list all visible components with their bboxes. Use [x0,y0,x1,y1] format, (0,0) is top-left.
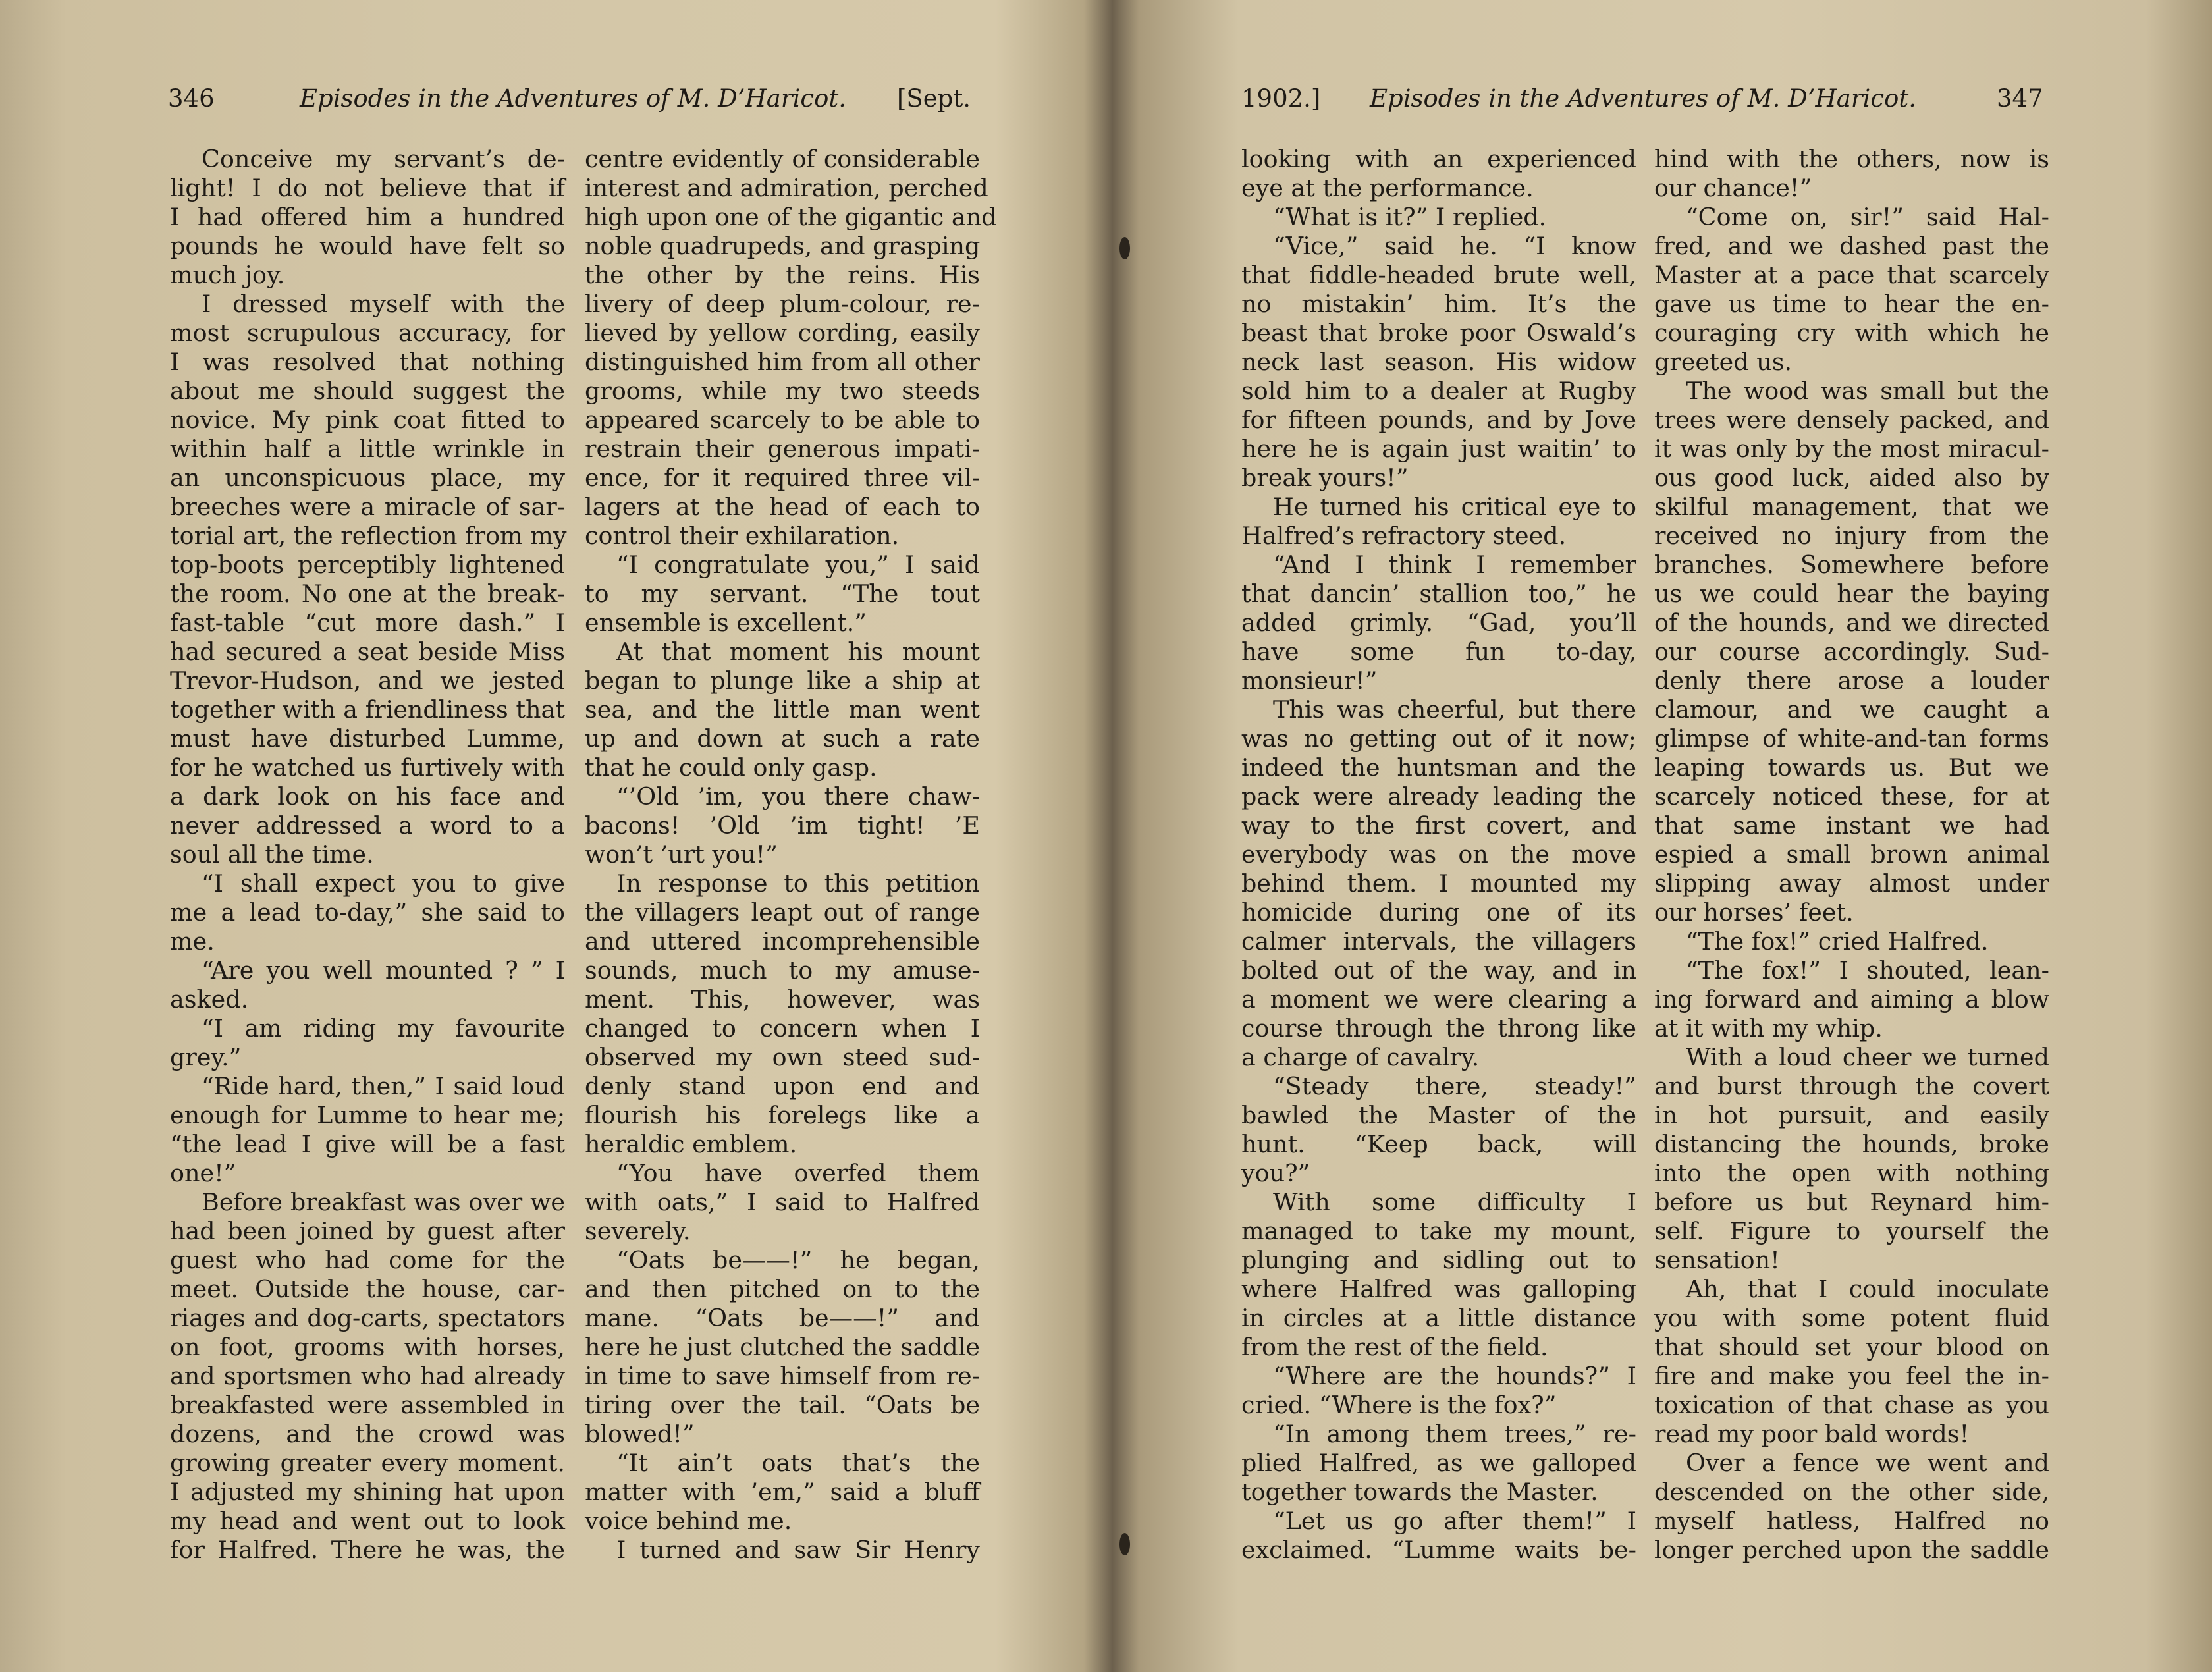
text-line: read my poor bald words! [1654,1420,1970,1448]
text-line: behind them. I mounted my [1241,869,1636,898]
text-line: Trevor-Hudson, and we jested [170,666,565,695]
text-line: it was only by the most miracul- [1654,435,2049,463]
text-line: I turned and saw Sir Henry [616,1536,980,1564]
text-line: appeared scarcely to be able to [585,406,980,434]
text-line: our horses’ feet. [1654,898,1854,927]
text-line: beast that broke poor Oswald’s [1241,319,1636,347]
text-line: hind with the others, now is [1654,145,2049,173]
text-column-left [170,145,565,1565]
binding-hole [1119,1533,1130,1555]
text-line: cried. “Where is the fox?” [1241,1391,1557,1419]
text-line: together with a friendliness that [170,695,565,724]
text-line: “the lead I give will be a fast [170,1130,565,1158]
text-line: with oats,” I said to Halfred [585,1188,980,1216]
text-line: With a loud cheer we turned [1686,1043,2049,1071]
text-line: never addressed a word to a [170,811,565,840]
text-line: to my servant. “The tout [585,580,980,608]
text-line: ment. This, however, was [585,985,980,1013]
text-line: in circles at a little distance [1241,1304,1636,1332]
text-line: course through the throng like [1241,1014,1636,1042]
text-line: Before breakfast was over we [202,1188,565,1216]
text-line: and uttered incomprehensible [585,927,980,956]
text-line: voice behind me. [585,1507,792,1535]
text-line: espied a small brown animal [1654,840,2049,869]
text-line: scarcely noticed these, for at [1654,782,2049,811]
text-line: sensation! [1654,1246,1780,1274]
text-line: branches. Somewhere before [1654,551,2049,579]
text-line: enough for Lumme to hear me; [170,1101,565,1129]
text-line: from the rest of the field. [1241,1333,1548,1361]
text-line: into the open with nothing [1654,1159,2049,1187]
text-line: soul all the time. [170,840,374,869]
text-line: skilful management, that we [1654,493,2049,521]
text-line: Halfred’s refractory steed. [1241,522,1567,550]
text-line: control their exhilaration. [585,522,900,550]
text-line: “It ain’t oats that’s the [616,1449,980,1477]
text-line: “Oats be——!” he began, [616,1246,980,1274]
text-line: high upon one of the gigantic and [585,203,997,231]
text-line: our course accordingly. Sud- [1654,637,2049,666]
text-line: break yours!” [1241,464,1409,492]
text-line: top-boots perceptibly lightened [170,551,565,579]
text-line: denly stand upon end and [585,1072,980,1100]
text-line: He turned his critical eye to [1273,493,1636,521]
text-line: homicide during one of its [1241,898,1636,927]
text-line: neck last season. His widow [1241,348,1636,376]
text-line: sold him to a dealer at Rugby [1241,377,1636,405]
text-line: in time to save himself from re- [585,1362,980,1390]
text-line: I adjusted my shining hat upon [170,1478,565,1506]
text-line: was no getting out of it now; [1241,724,1636,753]
text-line: couraging cry with which he [1654,319,2049,347]
text-line: much joy. [170,261,285,289]
right-page [1113,0,2212,1672]
text-line: distinguished him from all other [585,348,980,376]
text-line: longer perched upon the saddle [1654,1536,2049,1564]
text-line: before us but Reynard him- [1654,1188,2049,1216]
text-line: In response to this petition [616,869,980,898]
left-page [0,0,1100,1672]
text-line: and then pitched on to the [585,1275,980,1303]
text-line: an unconspicuous place, my [170,464,565,492]
text-line: ensemble is excellent.” [585,608,867,637]
text-line: the room. No one at the break- [170,580,565,608]
text-line: greeted us. [1654,348,1793,376]
text-line: hunt. “Keep back, will [1241,1130,1636,1158]
text-line: “Ride hard, then,” I said loud [202,1072,565,1100]
text-line: The wood was small but the [1686,377,2049,405]
text-line: monsieur!” [1241,666,1378,695]
text-line: the other by the reins. His [585,261,980,289]
text-line: everybody was on the move [1241,840,1636,869]
text-line: us we could hear the baying [1654,580,2049,608]
text-line: noble quadrupeds, and grasping [585,232,981,260]
text-line: won’t ’urt you!” [585,840,778,869]
text-line: lagers at the head of each to [585,493,980,521]
text-line: for he watched us furtively with [170,753,565,782]
text-line: for Halfred. There he was, the [170,1536,565,1564]
page-number: 346 [168,84,215,113]
text-line: that same instant we had [1654,811,2049,840]
text-line: “Vice,” said he. “I know [1273,232,1636,260]
text-line: With some difficulty I [1273,1188,1636,1216]
text-line: tiring over the tail. “Oats be [585,1391,980,1419]
text-line: “In among them trees,” re- [1273,1420,1636,1448]
text-line: calmer intervals, the villagers [1241,927,1636,956]
text-line: “’Old ’im, you there chaw- [616,782,980,811]
text-line: descended on the other side, [1654,1478,2049,1506]
text-line: way to the first covert, and [1241,811,1636,840]
text-line: self. Figure to yourself the [1654,1217,2049,1245]
text-line: heraldic emblem. [585,1130,797,1158]
text-line: a charge of cavalry. [1241,1043,1480,1071]
text-line: trees were densely packed, and [1654,406,2049,434]
running-title: Episodes in the Adventures of M. D’Haricot. [1370,84,1917,113]
text-line: eye at the performance. [1241,174,1534,202]
text-line: had secured a seat beside Miss [170,637,565,666]
text-line: “Where are the hounds?” I [1273,1362,1636,1390]
text-line: a dark look on his face and [170,782,565,811]
binding-hole [1119,237,1130,259]
text-line: myself hatless, Halfred no [1654,1507,2049,1535]
text-line: received no injury from the [1654,522,2049,550]
text-line: “Let us go after them!” I [1273,1507,1636,1535]
text-line: torial art, the reflection from my [170,522,567,550]
text-line: Conceive my servant’s de- [202,145,565,173]
text-line: indeed the huntsman and the [1241,753,1636,782]
text-line: novice. My pink coat fitted to [170,406,565,434]
text-line: glimpse of white-and-tan forms [1654,724,2049,753]
text-line: a moment we were clearing a [1241,985,1636,1013]
text-line: pack were already leading the [1241,782,1636,811]
text-line: our chance!” [1654,174,1812,202]
text-line: fire and make you feel the in- [1654,1362,2049,1390]
text-column-left [1241,145,1636,1565]
text-line: interest and admiration, perched [585,174,988,202]
text-line: Ah, that I could inoculate [1686,1275,2049,1303]
text-line: I dressed myself with the [202,290,565,318]
text-line: grey.” [170,1043,242,1071]
text-line: me. [170,927,215,956]
text-line: you with some potent fluid [1654,1304,2049,1332]
text-line: “The fox!” I shouted, lean- [1686,956,2049,984]
text-column-right [1654,145,2049,1565]
text-line: me a lead to-day,” she said to [170,898,565,927]
text-line: asked. [170,985,249,1013]
text-line: you?” [1241,1159,1310,1187]
text-line: plied Halfred, as we galloped [1241,1449,1636,1477]
text-line: ence, for it required three vil- [585,464,980,492]
text-line: that fiddle-headed brute well, [1241,261,1636,289]
text-line: centre evidently of considerable [585,145,980,173]
text-line: light! I do not believe that if [170,174,565,202]
text-line: most scrupulous accuracy, for [170,319,565,347]
text-line: Over a fence we went and [1686,1449,2049,1477]
text-line: I had offered him a hundred [170,203,565,231]
text-line: restrain their generous impati- [585,435,980,463]
text-line: leaping towards us. But we [1654,753,2049,782]
text-line: slipping away almost under [1654,869,2049,898]
text-line: that dancin’ stallion too,” he [1241,580,1636,608]
text-line: my head and went out to look [170,1507,565,1535]
text-line: gave us time to hear the en- [1654,290,2049,318]
text-line: “And I think I remember [1273,551,1636,579]
text-line: in hot pursuit, and easily [1654,1101,2049,1129]
text-line: bolted out of the way, and in [1241,956,1636,984]
text-line: fast-table “cut more dash.” I [170,608,565,637]
running-title: Episodes in the Adventures of M. D’Haricot. [300,84,847,113]
text-line: This was cheerful, but there [1273,695,1636,724]
text-line: meet. Outside the house, car- [170,1275,565,1303]
text-line: have some fun to-day, [1241,637,1636,666]
text-line: “I congratulate you,” I said [616,551,980,579]
text-line: together towards the Master. [1241,1478,1598,1506]
text-line: managed to take my mount, [1241,1217,1636,1245]
text-line: no mistakin’ him. It’s the [1241,290,1636,318]
text-line: here he is again just waitin’ to [1241,435,1636,463]
text-line: growing greater every moment. [170,1449,565,1477]
text-line: on foot, grooms with horses, [170,1333,565,1361]
text-line: breakfasted were assembled in [170,1391,565,1419]
text-line: sea, and the little man went [585,695,980,724]
text-line: I was resolved that nothing [170,348,565,376]
text-line: “The fox!” cried Halfred. [1686,927,1989,956]
text-line: pounds he would have felt so [170,232,565,260]
text-line: and burst through the covert [1654,1072,2049,1100]
text-line: where Halfred was galloping [1241,1275,1636,1303]
text-line: livery of deep plum-colour, re- [585,290,980,318]
header-month: [Sept. [897,84,971,113]
text-line: mane. “Oats be——!” and [585,1304,980,1332]
text-line: added grimly. “Gad, you’ll [1241,608,1636,637]
text-line: matter with ’em,” said a bluff [585,1478,980,1506]
text-line: “You have overfed them [616,1159,980,1187]
text-line: within half a little wrinkle in [170,435,565,463]
text-line: observed my own steed sud- [585,1043,980,1071]
right-page-header [1113,84,2212,124]
text-line: had been joined by guest after [170,1217,565,1245]
text-line: bacons! ’Old ’im tight! ’E [585,811,980,840]
text-line: blowed!” [585,1420,695,1448]
text-line: grooms, while my two steeds [585,377,980,405]
text-line: here he just clutched the saddle [585,1333,980,1361]
text-line: dozens, and the crowd was [170,1420,565,1448]
text-line: one!” [170,1159,236,1187]
text-line: changed to concern when I [585,1014,980,1042]
text-line: guest who had come for the [170,1246,565,1274]
text-line: “Steady there, steady!” [1273,1072,1636,1100]
text-line: the villagers leapt out of range [585,898,980,927]
text-line: bawled the Master of the [1241,1101,1636,1129]
text-line: “What is it?” I replied. [1273,203,1547,231]
header-year: 1902.] [1241,84,1321,113]
page-number: 347 [1997,84,2043,113]
text-line: ing forward and aiming a blow [1654,985,2049,1013]
text-line: up and down at such a rate [585,724,980,753]
text-line: of the hounds, and we directed [1654,608,2049,637]
left-page-header [0,84,1100,124]
text-line: plunging and sidling out to [1241,1246,1636,1274]
text-line: ous good luck, aided also by [1654,464,2049,492]
text-line: must have disturbed Lumme, [170,724,565,753]
text-line: began to plunge like a ship at [585,666,980,695]
text-line: denly there arose a louder [1654,666,2049,695]
text-line: fred, and we dashed past the [1654,232,2049,260]
text-line: that he could only gasp. [585,753,877,782]
text-line: sounds, much to my amuse- [585,956,980,984]
text-line: toxication of that chase as you [1654,1391,2049,1419]
text-line: severely. [585,1217,691,1245]
text-line: breeches were a miracle of sar- [170,493,565,521]
text-line: exclaimed. “Lumme waits be- [1241,1536,1636,1564]
text-line: Master at a pace that scarcely [1654,261,2049,289]
text-line: flourish his forelegs like a [585,1101,980,1129]
text-line: “Come on, sir!” said Hal- [1686,203,2049,231]
text-column-right [585,145,997,1565]
text-line: “I shall expect you to give [202,869,565,898]
text-line: that should set your blood on [1654,1333,2049,1361]
text-line: and sportsmen who had already [170,1362,565,1390]
text-line: riages and dog-carts, spectators [170,1304,565,1332]
text-line: clamour, and we caught a [1654,695,2049,724]
text-line: distancing the hounds, broke [1654,1130,2049,1158]
text-line: “I am riding my favourite [202,1014,565,1042]
text-line: for fifteen pounds, and by Jove [1241,406,1636,434]
text-line: looking with an experienced [1241,145,1636,173]
text-line: “Are you well mounted ? ” I [202,956,565,984]
text-line: At that moment his mount [616,637,980,666]
text-line: lieved by yellow cording, easily [585,319,980,347]
text-line: about me should suggest the [170,377,565,405]
text-line: at it with my whip. [1654,1014,1883,1042]
